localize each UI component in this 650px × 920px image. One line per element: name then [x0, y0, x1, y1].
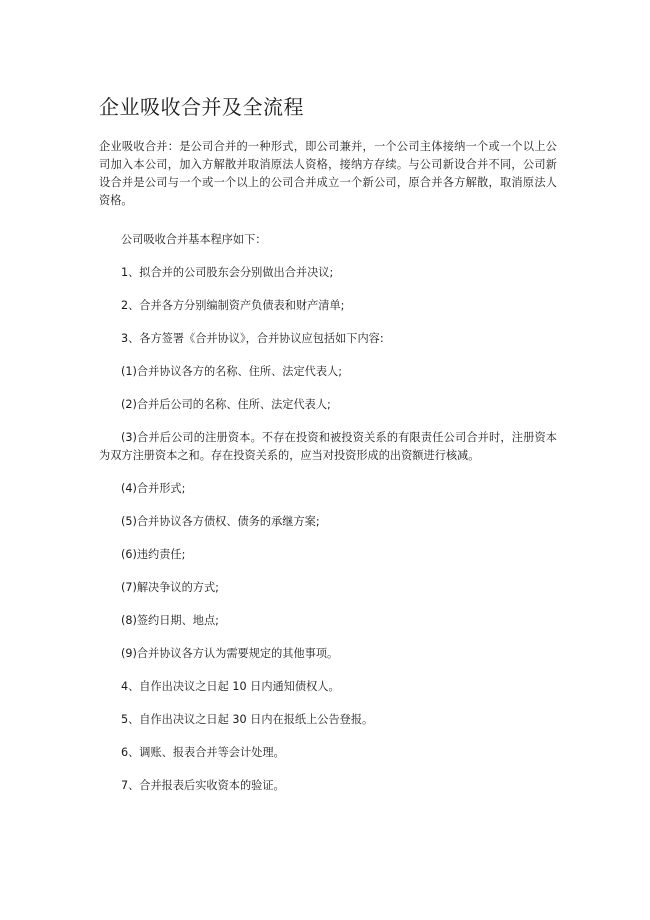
clause-8: (8)签约日期、地点; — [121, 614, 219, 627]
procedure-heading: 公司吸收合并基本程序如下： — [121, 233, 267, 246]
intro-paragraph: 企业吸收合并：是公司合并的一种形式，即公司兼并，一个公司主体接纳一个或一个以上公司加入本公司，加入方解散并取消原法人资格，接纳方存续。与公司新设合并不同，公司新设合并是公司与一个或一个以上的公司合并成立一个新公司，原合并各方解散，取消原法人资格。 — [99, 140, 557, 207]
step-2: 2、合并各方分别编制资产负债表和财产清单; — [121, 299, 345, 312]
step-6: 6、调账、报表合并等会计处理。 — [121, 746, 285, 759]
clause-3: (3)合并后公司的注册资本。不存在投资和被投资关系的有限责任公司合并时，注册资本为双方注册资本之和。存在投资关系的，应当对投资形成的出资额进行核减。 — [99, 431, 557, 462]
step-5: 5、自作出决议之日起 30 日内在报纸上公告登报。 — [121, 713, 374, 726]
clause-2: (2)合并后公司的名称、住所、法定代表人; — [121, 398, 331, 411]
procedure-list — [99, 231, 557, 810]
document-title: 企业吸收合并及全流程 — [99, 95, 304, 119]
clause-7: (7)解决争议的方式; — [121, 581, 219, 594]
step-3: 3、各方签署《合并协议》，合并协议应包括如下内容: — [121, 332, 384, 345]
clause-4: (4)合并形式; — [121, 482, 186, 495]
clause-5: (5)合并协议各方债权、债务的承继方案; — [121, 515, 320, 528]
step-7: 7、合并报表后实收资本的验证。 — [121, 779, 285, 792]
step-4: 4、自作出决议之日起 10 日内通知债权人。 — [121, 680, 340, 693]
clause-1: (1)合并协议各方的名称、住所、法定代表人; — [121, 365, 342, 378]
step-1: 1、拟合并的公司股东会分别做出合并决议; — [121, 266, 334, 279]
clause-9: (9)合并协议各方认为需要规定的其他事项。 — [121, 647, 339, 660]
clause-6: (6)违约责任; — [121, 548, 186, 561]
